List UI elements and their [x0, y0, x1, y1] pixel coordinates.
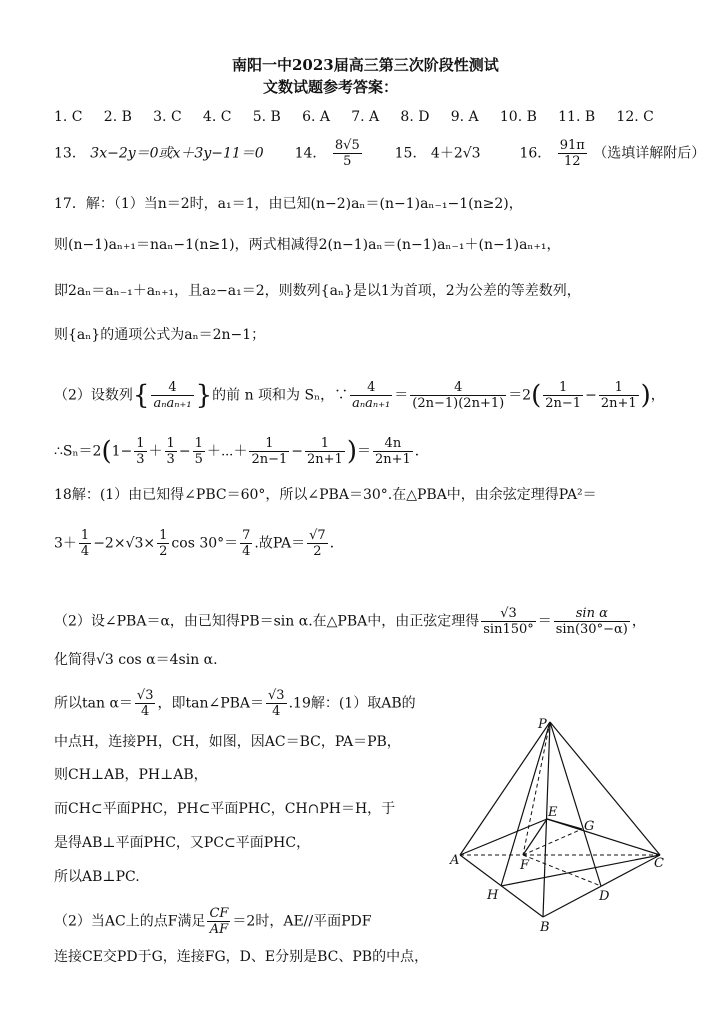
q13-number: 13． [54, 145, 86, 162]
q19-line-4: 是得AB⊥平面PHC，又PC⊂平面PHC， [54, 835, 311, 851]
line-EG [547, 819, 582, 829]
q16-note: （选填详解附后） [593, 145, 706, 162]
answer-10: 10. B [499, 109, 537, 125]
q14-fraction: $\frac{8√5}{5}$ [334, 138, 360, 169]
q17-seq-fraction: $\frac{4}{\text{aₙaₙ₊₁}}$ [153, 380, 192, 411]
q17-sum-result: $\frac{4n}{2n+1}$ [374, 436, 411, 467]
fill-answers-row [54, 138, 705, 169]
q19-line-7: 连接CE交PD于G，连接FG，D、E分别是BC、PB的中点， [54, 949, 429, 965]
q17-product-fraction: $\frac{4}{(2n-1)(2n+1)}$ [412, 380, 505, 411]
q16-fraction: $\frac{91\pi}{12}$ [559, 138, 585, 169]
q17-line-3: 即2aₙ＝aₙ₋₁＋aₙ₊₁，且a₂−a₁＝2，则数列{aₙ}是以1为首项，2为公差的等差数列， [54, 283, 581, 299]
answer-8: 8. D [400, 109, 430, 125]
q17-line-2: 则(n−1)aₙ₊₁＝naₙ−1(n≥1)，两式相减得2(n−1)aₙ＝(n−1)aₙ₋₁＋(n−1)aₙ₊₁， [54, 237, 561, 253]
answer-6: 6. A [302, 109, 330, 125]
q13-answer: 3x−2y＝0或x＋3y−11＝0 [90, 145, 264, 162]
answer-2: 2. B [103, 109, 132, 125]
q17-split-fraction-1: $\frac{1}{2n-1}$ [545, 380, 582, 411]
answer-12: 12. C [616, 109, 654, 125]
q15-number: 15． [394, 145, 427, 162]
answer-row [54, 110, 654, 124]
label-H: H [487, 888, 499, 903]
label-E: E [548, 805, 558, 820]
label-B: B [540, 920, 550, 935]
q19-line-6: （2）当AC上的点F满足 $\frac{CF}{AF}$ ＝2时，AE//平面PDF [54, 906, 372, 937]
q19-line-2: 则CH⊥AB，PH⊥AB， [54, 767, 208, 783]
answer-4: 4. C [202, 109, 232, 125]
q19-line-1: 中点H，连接PH，CH，如图，因AC＝BC，PA＝PB， [54, 734, 401, 750]
q17-term-fraction: $\frac{4}{\text{aₙaₙ₊₁}}$ [352, 380, 391, 411]
q18-line-1: 18解：(1）由已知得∠PBC＝60°，所以∠PBA＝30°.在△PBA中，由余弦定理得PA²＝ [54, 487, 597, 503]
q19-line-5: 所以AB⊥PC. [54, 869, 140, 885]
q17-line-1: 17．解：（1）当n＝2时，a₁＝1，由已知(n−2)aₙ＝(n−1)aₙ₋₁−1(n≥2)， [54, 196, 523, 212]
q17-line-4: 则{aₙ}的通项公式为aₙ＝2n−1； [54, 327, 266, 343]
answer-7: 7. A [351, 109, 380, 125]
q17-part2-lead: （2）设数列 [54, 387, 133, 404]
line-AE [460, 819, 547, 855]
q15-answer: 4＋2√3 [430, 145, 481, 162]
q18-part2-line: （2）设∠PBA＝α，由已知得PB＝sin α.在△PBA中，由正弦定理得 $\frac{√3}{\sin 150^\circ}$ ＝ $\frac{\text{sin α}}{\sin(30^\circ-\alpha)}$ ， [54, 606, 646, 637]
label-D: D [599, 889, 610, 904]
q18-pa-result: $\frac{√7}{2}$ [309, 528, 326, 559]
q17-part2-mid: 的前 n 项和为 Sₙ，∵ [212, 387, 349, 404]
q17-sum-line: ∴Sₙ＝2(1− $\frac{1}{3}$ ＋ $\frac{1}{3}$ − $\frac{1}{5}$ ＋⋯＋ $\frac{1}{2n-1}$ − $\frac{1}{2n+1}$ )＝ $\frac{4n}{2n+1}$ ． [54, 436, 429, 467]
q19-line-3: 而CH⊂平面PHC，PH⊂平面PHC，CH∩PH＝H，于 [54, 801, 396, 817]
q19-start: 19解：(1）取AB的 [293, 695, 416, 712]
label-P: P [538, 717, 547, 732]
page-subtitle: 文数试题参考答案： [263, 78, 399, 96]
answer-5: 5. B [252, 109, 281, 125]
label-G: G [584, 819, 595, 834]
edge-PC [550, 722, 660, 855]
answer-9: 9. A [450, 109, 479, 125]
q17-part2-line: （2）设数列{ $\frac{4}{\text{aₙaₙ₊₁}}$ }的前 n 项和为 Sₙ，∵ $\frac{4}{\text{aₙaₙ₊₁}}$ ＝ $\frac{4}{(2n-1)(2n+1)}$ ＝2( $\frac{1}{2n-1}$ − $\frac{1}{2n+1}$ )， [54, 380, 665, 411]
edge-BC [543, 855, 660, 917]
answer-3: 3. C [153, 109, 182, 125]
label-F: F [520, 858, 530, 873]
pyramid-figure [448, 712, 688, 937]
hidden-line-FD [523, 855, 601, 886]
q17-split-fraction-2: $\frac{1}{2n+1}$ [600, 380, 637, 411]
q16-number: 16． [519, 145, 552, 162]
q18-line-2: 3＋ $\frac{1}{4}$ −2×√3× $\frac{1}{2}$ cos 30°＝ $\frac{7}{4}$ .故PA＝ $\frac{√7}{2}$ ． [54, 528, 344, 559]
answer-11: 11. B [558, 109, 596, 125]
label-A: A [450, 853, 460, 868]
label-C: C [654, 856, 664, 871]
line-PD [550, 722, 601, 886]
page-title: 南阳一中2023届高三第三次阶段性测试 [232, 56, 499, 74]
q18-line-3: 化简得√3 cos α＝4sin α. [54, 652, 218, 668]
answer-1: 1. C [54, 109, 83, 125]
q14-number: 14． [294, 145, 327, 162]
q18-line-4: 所以tan α＝ $\frac{√3}{4}$ ，即tan∠PBA＝ $\frac{√3}{4}$ .19解：(1）取AB的 [54, 688, 416, 719]
